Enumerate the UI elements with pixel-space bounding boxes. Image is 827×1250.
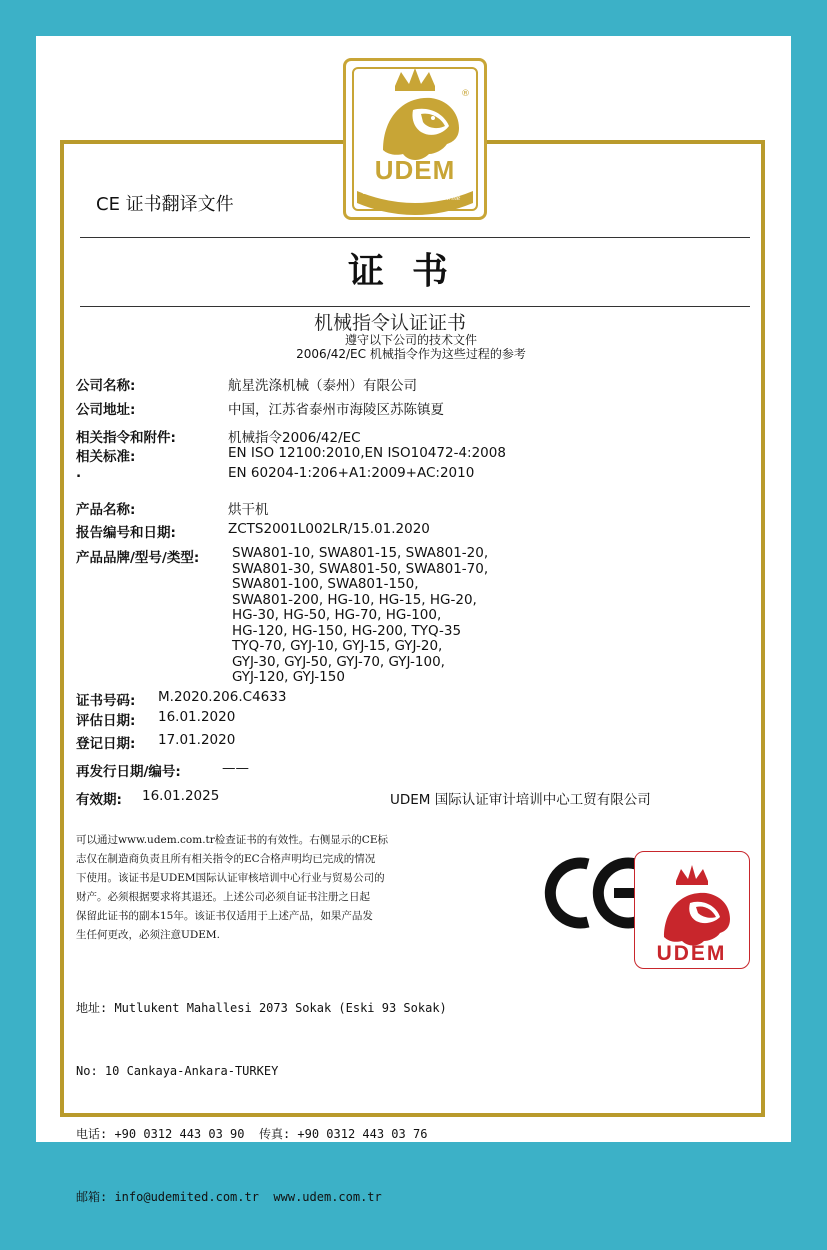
models-label: 产品品牌/型号/类型: bbox=[76, 550, 200, 566]
subheading-line1: 遵守以下公司的技术文件 bbox=[344, 333, 477, 347]
report-value: ZCTS2001L002LR/15.01.2020 bbox=[228, 521, 430, 537]
report-label: 报告编号和日期: bbox=[76, 525, 176, 541]
models-value: SWA801-10, SWA801-15, SWA801-20, SWA801-30, SWA801-50, SWA801-70, SWA801-100, SWA801-150, SWA801-200, HG-10, HG-15, HG-20, HG-30, HG-50, HG-70, HG-100, HG-120, HG-150, HG-200, TYQ-35 TYQ-70, GYJ-10, GYJ-15, GYJ-20, GYJ-30, GYJ-50, GYJ-70, GYJ-100, GYJ-120, GYJ-150 bbox=[232, 545, 489, 685]
doc-label: CE 证书翻译文件 bbox=[96, 194, 234, 215]
logo-ribbon bbox=[343, 181, 487, 221]
logo-registered-mark: ® bbox=[461, 89, 470, 99]
reg-date-value: 17.01.2020 bbox=[158, 732, 236, 748]
ce-mark-icon bbox=[544, 848, 644, 938]
address-line2: No: 10 Cankaya-Ankara-TURKEY bbox=[76, 1064, 279, 1078]
certificate-page bbox=[36, 36, 791, 1204]
red-logo-brand-text: UDEM bbox=[656, 942, 727, 965]
eval-date-label: 评估日期: bbox=[76, 713, 136, 729]
cert-no-label: 证书号码: bbox=[76, 693, 136, 709]
product-name-label: 产品名称: bbox=[76, 502, 136, 518]
subheading-line2: 2006/42/EC 机械指令作为这些过程的参考 bbox=[296, 347, 526, 361]
certificate-subtitle: 机械指令认证证书 bbox=[314, 312, 467, 334]
cert-no-value: M.2020.206.C4633 bbox=[158, 689, 287, 705]
company-address-label: 公司地址: bbox=[76, 402, 136, 418]
address-line1: 地址: Mutlukent Mahallesi 2073 Sokak (Eski 93 Sokak) bbox=[76, 1001, 447, 1015]
validity-note: 可以通过www.udem.com.tr检查证书的有效性。右侧显示的CE标 志仅在制造商负责且所有相关指令的EC合格声明均已完成的情况 下使用。该证书是UDEM国际认证审核培训中心行业与贸易公司的 财产。必须根据要求将其退还。上述公司必须自证书注册之日起 保留此证书的副本15年。该证书仅适用于上述产品，如果产品发 生任何更改，必须注意UDEM. bbox=[76, 834, 388, 941]
standards2-value: EN 60204-1:206+A1:2009+AC:2010 bbox=[228, 465, 475, 481]
reissue-label: 再发行日期/编号: bbox=[76, 764, 181, 780]
product-name-value: 烘干机 bbox=[228, 502, 269, 518]
logo-brand-text: UDEM bbox=[374, 155, 456, 185]
contact-address bbox=[76, 956, 447, 1250]
reg-date-label: 登记日期: bbox=[76, 736, 136, 752]
directive-label: 相关指令和附件: bbox=[76, 430, 176, 446]
validity-value: 16.01.2025 bbox=[142, 788, 220, 804]
udem-logo-red bbox=[634, 851, 750, 969]
standards-label: 相关标准: bbox=[76, 449, 136, 465]
company-address-value: 中国，江苏省泰州市海陵区苏陈镇夏 bbox=[228, 402, 444, 418]
logo-ribbon-left: Uluslararası bbox=[362, 189, 400, 196]
company-name-label: 公司名称: bbox=[76, 378, 136, 394]
standards-value: EN ISO 12100:2010,EN ISO10472-4:2008 bbox=[228, 445, 506, 461]
page-title: 证书 bbox=[348, 250, 477, 292]
eval-date-value: 16.01.2020 bbox=[158, 709, 236, 725]
standards2-label: . bbox=[76, 465, 82, 481]
company-name-value: 航星洗涤机械（泰州）有限公司 bbox=[228, 378, 417, 394]
directive-value: 机械指令2006/42/EC bbox=[228, 430, 361, 446]
udem-logo-gold bbox=[343, 58, 487, 220]
validity-label: 有效期: bbox=[76, 792, 122, 808]
divider-bottom bbox=[80, 306, 750, 307]
reissue-value: —— bbox=[222, 760, 249, 776]
email-web-line: 邮箱: info@udemited.com.tr www.udem.com.tr bbox=[76, 1190, 382, 1204]
issuer-name: UDEM 国际认证审计培训中心工贸有限公司 bbox=[390, 792, 651, 808]
phone-fax-line: 电话: +90 0312 443 03 90 传真: +90 0312 443 03 76 bbox=[76, 1127, 428, 1141]
logo-ribbon-right: Belgelendirme bbox=[416, 195, 461, 202]
divider-top bbox=[80, 237, 750, 238]
subheading bbox=[236, 333, 586, 361]
